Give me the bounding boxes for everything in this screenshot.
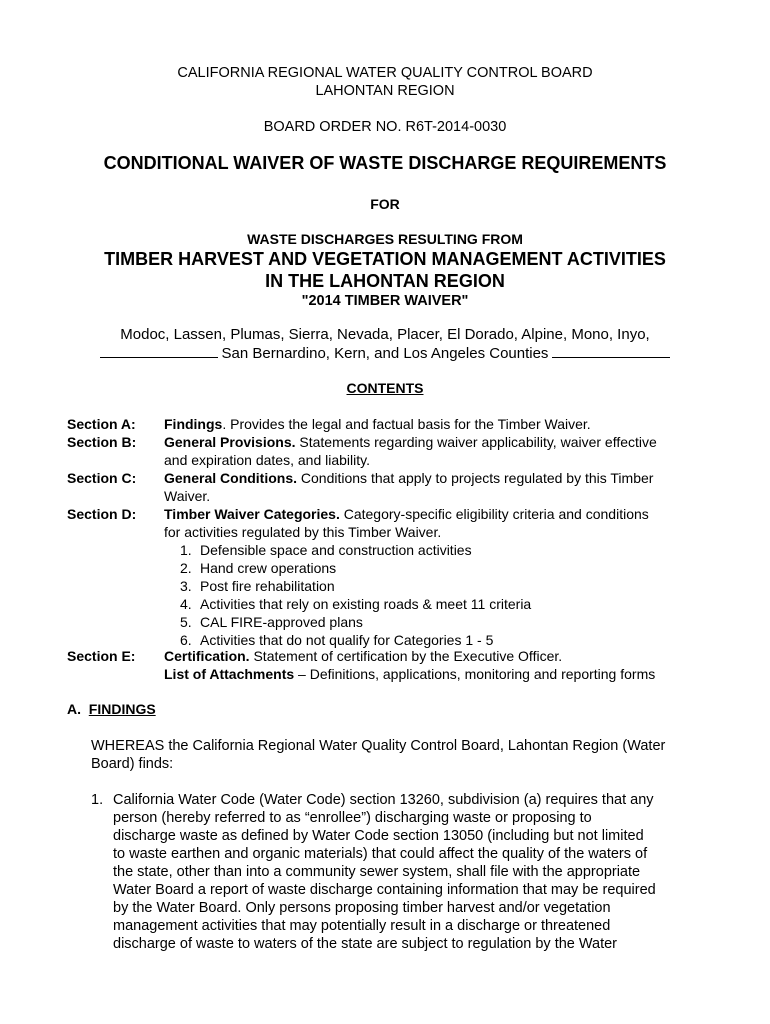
attachments-desc: – Definitions, applications, monitoring and reporting forms <box>294 666 656 682</box>
list-item: 5. CAL FIRE-approved plans <box>180 614 363 630</box>
waiver-nickname: "2014 TIMBER WAIVER" <box>301 293 469 309</box>
attachments-title: List of Attachments <box>164 666 295 682</box>
whereas-line: WHEREAS the California Regional Water Quality Control Board, Lahontan Region (Water <box>91 738 666 754</box>
document-title: CONDITIONAL WAIVER OF WASTE DISCHARGE REQUIREMENTS <box>103 153 667 173</box>
toc-desc: Statements regarding waiver applicability, waiver effective <box>295 434 657 450</box>
attachments-line <box>164 665 704 683</box>
main-title-line2: IN THE LAHONTAN REGION <box>265 271 505 291</box>
finding-line: the state, other than into a community sewer system, shall file with the appropriate <box>113 864 641 880</box>
list-item: 6. Activities that do not qualify for Categories 1 - 5 <box>180 632 494 648</box>
finding-line: Water Board a report of waste discharge containing information that may be required <box>113 882 656 898</box>
toc-desc-cont: for activities regulated by this Timber Waiver. <box>164 524 442 540</box>
toc-text <box>164 433 704 469</box>
toc-title: General Conditions. <box>164 470 298 486</box>
toc-title: Findings <box>164 416 223 432</box>
finding-body <box>113 791 698 953</box>
toc-label: Section D: <box>67 506 137 522</box>
region-name: LAHONTAN REGION <box>315 83 455 99</box>
board-order-number: BOARD ORDER NO. R6T-2014-0030 <box>263 119 507 135</box>
toc-title: Certification. <box>164 648 250 664</box>
toc-desc-cont: Waiver. <box>164 488 211 504</box>
contents-heading: CONTENTS <box>346 380 424 396</box>
toc-text <box>164 415 704 433</box>
counties-line1: Modoc, Lassen, Plumas, Sierra, Nevada, Placer, El Dorado, Alpine, Mono, Inyo, <box>120 326 650 343</box>
finding-line: discharge of waste to waters of the state are subject to regulation by the Water <box>113 936 618 952</box>
finding-line: discharge waste as defined by Water Code section 13050 (including but not limited <box>113 828 644 844</box>
toc-text <box>164 469 704 505</box>
toc-label: Section A: <box>67 416 136 432</box>
toc-desc: Statement of certification by the Executive Officer. <box>249 648 563 664</box>
toc-desc: Category-specific eligibility criteria and conditions <box>339 506 649 522</box>
title-for: FOR <box>370 196 400 212</box>
toc-desc-cont: and expiration dates, and liability. <box>164 452 370 468</box>
whereas-paragraph <box>91 737 691 773</box>
toc-label: Section E: <box>67 648 136 664</box>
counties-line2-text: San Bernardino, Kern, and Los Angeles Counties <box>221 345 549 362</box>
finding-number: 1. <box>91 792 104 808</box>
finding-line: management activities that may potentially result in a discharge or threatened <box>113 918 611 934</box>
whereas-line: Board) finds: <box>91 756 174 772</box>
toc-desc: . Provides the legal and factual basis for the Timber Waiver. <box>222 416 591 432</box>
finding-line: California Water Code (Water Code) section 13260, subdivision (a) requires that any <box>113 792 654 808</box>
list-item: 3. Post fire rehabilitation <box>180 578 335 594</box>
blank-line-right <box>552 344 670 358</box>
document-subtitle: WASTE DISCHARGES RESULTING FROM <box>247 231 523 247</box>
agency-name: CALIFORNIA REGIONAL WATER QUALITY CONTROL BOARD <box>177 65 593 81</box>
section-title: FINDINGS <box>88 701 156 717</box>
section-letter: A. <box>67 701 81 717</box>
counties-line2 <box>0 344 770 363</box>
list-item: 1. Defensible space and construction activities <box>180 542 472 558</box>
finding-line: to waste earthen and organic materials) that could affect the quality of the waters of <box>113 846 648 862</box>
list-item: 4. Activities that rely on existing roads & meet 11 criteria <box>180 596 532 612</box>
category-list <box>180 541 531 649</box>
section-a-heading <box>67 700 156 718</box>
toc-text <box>164 647 704 683</box>
toc-label: Section B: <box>67 434 137 450</box>
toc-title: General Provisions. <box>164 434 296 450</box>
main-title-line1: TIMBER HARVEST AND VEGETATION MANAGEMENT ACTIVITIES <box>104 249 666 269</box>
list-item: 2. Hand crew operations <box>180 560 337 576</box>
finding-line: by the Water Board. Only persons proposing timber harvest and/or vegetation <box>113 900 611 916</box>
toc-desc: Conditions that apply to projects regulated by this Timber <box>297 470 654 486</box>
finding-line: person (hereby referred to as “enrollee”) discharging waste or proposing to <box>113 810 592 826</box>
toc-text <box>164 505 704 541</box>
blank-line-left <box>100 344 218 358</box>
toc-label: Section C: <box>67 470 137 486</box>
toc-title: Timber Waiver Categories. <box>164 506 340 522</box>
